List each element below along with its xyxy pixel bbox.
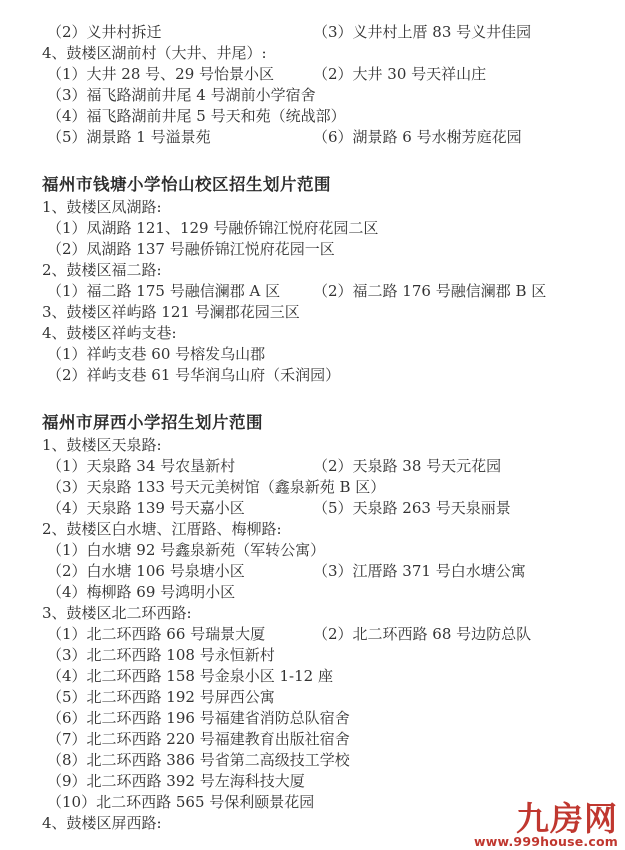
address-entry: （2）福二路 176 号融信澜郡 B 区: [313, 282, 547, 300]
address-entry: （4）天泉路 139 号天嘉小区: [47, 499, 245, 517]
text-line: [42, 302, 611, 323]
text-line: [42, 218, 611, 239]
address-entry: （3）义井村上厝 83 号义井佳园: [313, 23, 532, 41]
address-entry: （10）北二环西路 565 号保利颐景花园: [47, 793, 315, 811]
address-entry: （1）大井 28 号、29 号怡景小区: [47, 65, 275, 83]
text-line: [42, 603, 611, 624]
address-entry: （8）北二环西路 386 号省第二高级技工学校: [47, 751, 350, 769]
address-entry: （3）北二环西路 108 号永恒新村: [47, 646, 275, 664]
text-line: [42, 708, 611, 729]
address-entry: （6）湖景路 6 号水榭芳庭花园: [313, 128, 522, 146]
address-entry: （3）福飞路湖前井尾 4 号湖前小学宿舍: [47, 86, 316, 104]
text-line: [42, 582, 611, 603]
document-body: [42, 22, 611, 834]
text-line: [42, 687, 611, 708]
address-entry: （2）祥屿支巷 61 号华润乌山府（禾润园）: [47, 366, 341, 384]
text-line: [42, 85, 611, 106]
text-line: [42, 435, 611, 456]
address-entry: 3、鼓楼区祥屿路 121 号澜郡花园三区: [42, 303, 300, 321]
text-line: [42, 239, 611, 260]
address-entry: （9）北二环西路 392 号左海科技大厦: [47, 772, 305, 790]
address-entry: 4、鼓楼区祥屿支巷:: [42, 324, 177, 342]
text-line: [42, 260, 611, 281]
document-section: [42, 411, 611, 834]
address-entry: （5）北二环西路 192 号屏西公寓: [47, 688, 275, 706]
text-line: [42, 344, 611, 365]
document-section: [42, 173, 611, 386]
address-entry: （7）北二环西路 220 号福建教育出版社宿舍: [47, 730, 350, 748]
address-entry: （3）江厝路 371 号白水塘公寓: [313, 562, 526, 580]
address-entry: （2）白水塘 106 号泉塘小区: [47, 562, 245, 580]
section-heading: 福州市钱塘小学怡山校区招生划片范围: [42, 175, 331, 194]
watermark: [474, 798, 618, 849]
address-entry: （1）白水塘 92 号鑫泉新苑（军转公寓）: [47, 541, 326, 559]
text-line: [42, 498, 611, 519]
document-section: [42, 22, 611, 148]
text-line: [42, 750, 611, 771]
address-entry: （1）祥屿支巷 60 号榕发乌山郡: [47, 345, 266, 363]
address-entry: （2）北二环西路 68 号边防总队: [313, 625, 532, 643]
address-entry: （4）福飞路湖前井尾 5 号天和苑（统战部）: [47, 107, 346, 125]
address-entry: 1、鼓楼区凤湖路:: [42, 198, 162, 216]
address-entry: 1、鼓楼区天泉路:: [42, 436, 162, 454]
address-entry: （2）凤湖路 137 号融侨锦江悦府花园一区: [47, 240, 335, 258]
text-line: [42, 561, 611, 582]
text-line: [42, 645, 611, 666]
text-line: [42, 323, 611, 344]
text-line: [42, 519, 611, 540]
text-line: [42, 281, 611, 302]
address-entry: （2）大井 30 号天祥山庄: [313, 65, 487, 83]
address-entry: （1）天泉路 34 号农垦新村: [47, 457, 236, 475]
site-logo: 九房网: [516, 798, 618, 838]
address-entry: 3、鼓楼区北二环西路:: [42, 604, 192, 622]
text-line: [42, 197, 611, 218]
address-entry: 4、鼓楼区屏西路:: [42, 814, 162, 832]
address-entry: 2、鼓楼区白水塘、江厝路、梅柳路:: [42, 520, 282, 538]
address-entry: （5）天泉路 263 号天泉丽景: [313, 499, 511, 517]
text-line: [42, 127, 611, 148]
address-entry: 4、鼓楼区湖前村（大井、井尾）:: [42, 44, 267, 62]
text-line: [42, 771, 611, 792]
section-heading: 福州市屏西小学招生划片范围: [42, 413, 263, 432]
text-line: [42, 540, 611, 561]
text-line: [42, 477, 611, 498]
address-entry: （1）福二路 175 号融信澜郡 A 区: [47, 282, 281, 300]
address-entry: （6）北二环西路 196 号福建省消防总队宿舍: [47, 709, 350, 727]
text-line: [42, 365, 611, 386]
address-entry: （4）梅柳路 69 号鸿明小区: [47, 583, 236, 601]
text-line: [42, 22, 611, 43]
address-entry: （1）北二环西路 66 号瑞景大厦: [47, 625, 266, 643]
address-entry: （3）天泉路 133 号天元美树馆（鑫泉新苑 B 区）: [47, 478, 386, 496]
address-entry: （2）天泉路 38 号天元花园: [313, 457, 502, 475]
address-entry: （2）义井村拆迁: [47, 23, 162, 41]
text-line: [42, 666, 611, 687]
text-line: [42, 456, 611, 477]
text-line: [42, 106, 611, 127]
text-line: [42, 64, 611, 85]
address-entry: （5）湖景路 1 号溢景苑: [47, 128, 211, 146]
text-line: [42, 43, 611, 64]
address-entry: （4）北二环西路 158 号金泉小区 1-12 座: [47, 667, 333, 685]
address-entry: 2、鼓楼区福二路:: [42, 261, 162, 279]
text-line: [42, 729, 611, 750]
text-line: [42, 624, 611, 645]
site-url: www.999house.com: [474, 833, 618, 849]
address-entry: （1）凤湖路 121、129 号融侨锦江悦府花园二区: [47, 219, 379, 237]
